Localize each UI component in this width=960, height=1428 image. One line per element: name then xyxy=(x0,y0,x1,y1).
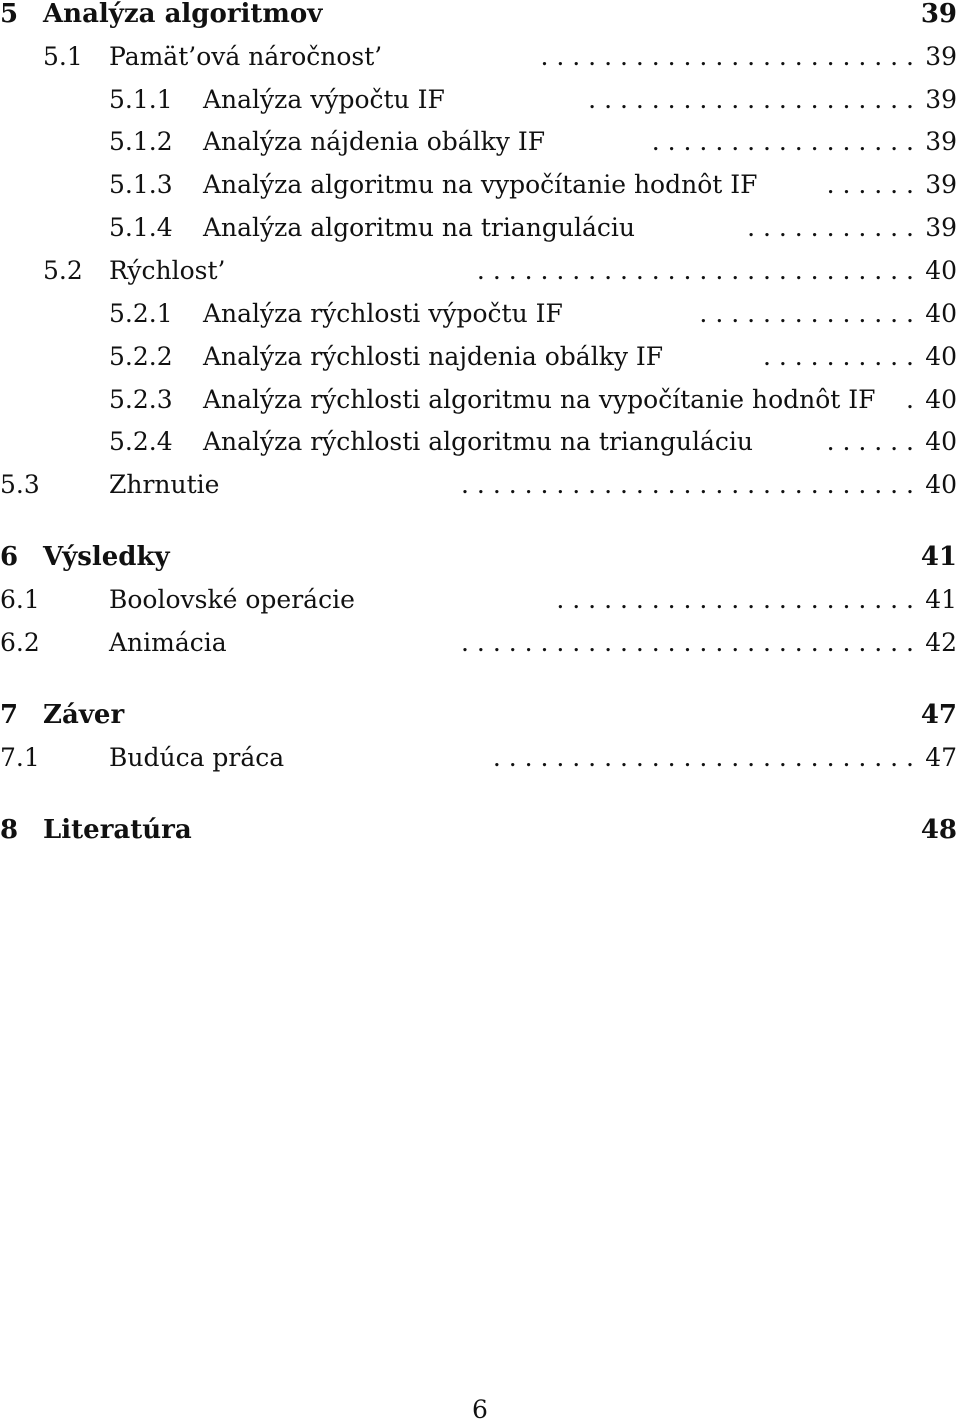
toc-number: 8 xyxy=(0,815,19,845)
toc-page: 39 xyxy=(925,42,957,71)
toc-title: Analýza algoritmov xyxy=(43,0,323,29)
toc-leader-dots: . . . . . . . . . . . . . . . . . . . . . . . . xyxy=(540,42,914,71)
toc-number: 7 xyxy=(0,700,19,730)
toc-leader-dots: . . . . . . xyxy=(826,170,914,199)
toc-number: 5.2 xyxy=(43,256,83,285)
toc-title: Rýchlost’ xyxy=(109,256,226,285)
toc-page: 40 xyxy=(925,427,957,456)
toc-title: Animácia xyxy=(109,628,227,657)
toc-page: 39 xyxy=(925,213,957,242)
toc-title: Budúca práca xyxy=(109,743,285,772)
toc-leader-dots: . . . . . . . . . . . . . . . . . xyxy=(651,127,914,156)
toc-leader-dots: . . . . . . . . . . . . . . . . . . . . . . . . . . . . xyxy=(476,256,914,285)
toc-title: Literatúra xyxy=(43,815,192,845)
toc-page: 40 xyxy=(925,256,957,285)
toc-page: 40 xyxy=(925,385,957,414)
toc-leader-dots: . . . . . . xyxy=(826,427,914,456)
toc-number: 5.1.4 xyxy=(109,213,173,242)
toc-number: 5.2.4 xyxy=(109,427,173,456)
toc-leader-dots: . . . . . . . . . . . xyxy=(747,213,914,242)
toc-number: 6 xyxy=(0,542,19,572)
toc-number: 6.2 xyxy=(0,628,40,657)
toc-section[interactable] xyxy=(0,465,960,505)
toc-page: 48 xyxy=(920,815,957,845)
toc-page: 42 xyxy=(925,628,957,657)
toc-page: 47 xyxy=(925,743,957,772)
toc-number: 5 xyxy=(0,0,19,29)
toc-subsection[interactable] xyxy=(0,337,960,377)
toc-section[interactable] xyxy=(0,738,960,778)
toc-number: 5.2.1 xyxy=(109,299,173,328)
toc-page: 39 xyxy=(925,127,957,156)
page-number: 6 xyxy=(472,1395,488,1424)
toc-leader-dots: . . . . . . . . . . . . . . . . . . . . . xyxy=(588,85,914,114)
toc-chapter[interactable] xyxy=(0,695,960,735)
toc-number: 5.1 xyxy=(43,42,83,71)
toc-page: 40 xyxy=(925,299,957,328)
toc-number: 5.1.3 xyxy=(109,170,173,199)
toc-number: 5.1.1 xyxy=(109,85,173,114)
toc-page: 39 xyxy=(925,85,957,114)
toc-number: 7.1 xyxy=(0,743,40,772)
toc-page: 39 xyxy=(920,0,957,29)
toc-section[interactable] xyxy=(0,251,960,291)
toc-page: 47 xyxy=(920,700,957,730)
toc-section[interactable] xyxy=(0,580,960,620)
toc-chapter[interactable] xyxy=(0,810,960,850)
toc-section[interactable] xyxy=(0,37,960,77)
toc-leader-dots: . . . . . . . . . . . . . . . . . . . . . . . . . . . xyxy=(492,743,914,772)
toc-title: Pamät’ová náročnost’ xyxy=(109,42,383,71)
toc-page: 40 xyxy=(925,342,957,371)
toc-subsection[interactable] xyxy=(0,208,960,248)
toc-page: 39 xyxy=(925,170,957,199)
toc-title: Analýza rýchlosti algoritmu na trianguláciu xyxy=(203,427,753,456)
toc-title: Výsledky xyxy=(43,542,170,572)
toc-title: Analýza algoritmu na vypočítanie hodnôt IF xyxy=(203,170,758,199)
toc-subsection[interactable] xyxy=(0,294,960,334)
toc-page: 40 xyxy=(925,470,957,499)
toc-leader-dots: . . . . . . . . . . . . . . xyxy=(699,299,914,328)
toc-leader-dots: . xyxy=(906,385,914,414)
toc-section[interactable] xyxy=(0,623,960,663)
toc-title: Analýza nájdenia obálky IF xyxy=(203,127,546,156)
toc-chapter[interactable] xyxy=(0,0,960,34)
toc-subsection[interactable] xyxy=(0,422,960,462)
toc-chapter[interactable] xyxy=(0,537,960,577)
toc-title: Analýza výpočtu IF xyxy=(203,85,445,114)
toc-page: 41 xyxy=(920,542,957,572)
toc-title: Analýza algoritmu na trianguláciu xyxy=(203,213,635,242)
toc-leader-dots: . . . . . . . . . . . . . . . . . . . . . . . . . . . . . xyxy=(461,628,914,657)
toc-number: 5.1.2 xyxy=(109,127,173,156)
toc-title: Analýza rýchlosti výpočtu IF xyxy=(203,299,563,328)
toc-number: 5.3 xyxy=(0,470,40,499)
toc-title: Záver xyxy=(43,700,125,730)
toc-leader-dots: . . . . . . . . . . xyxy=(763,342,914,371)
toc-leader-dots: . . . . . . . . . . . . . . . . . . . . . . . xyxy=(556,585,914,614)
toc-title: Analýza rýchlosti najdenia obálky IF xyxy=(203,342,664,371)
toc-subsection[interactable] xyxy=(0,380,960,420)
toc-title: Analýza rýchlosti algoritmu na vypočítanie hodnôt IF xyxy=(203,385,876,414)
toc-subsection[interactable] xyxy=(0,80,960,120)
toc-number: 6.1 xyxy=(0,585,40,614)
toc-number: 5.2.2 xyxy=(109,342,173,371)
toc-subsection[interactable] xyxy=(0,122,960,162)
toc-leader-dots: . . . . . . . . . . . . . . . . . . . . . . . . . . . . . xyxy=(461,470,914,499)
toc-subsection[interactable] xyxy=(0,165,960,205)
toc-page: 41 xyxy=(925,585,957,614)
toc-title: Boolovské operácie xyxy=(109,585,355,614)
toc-number: 5.2.3 xyxy=(109,385,173,414)
toc-title: Zhrnutie xyxy=(109,470,220,499)
